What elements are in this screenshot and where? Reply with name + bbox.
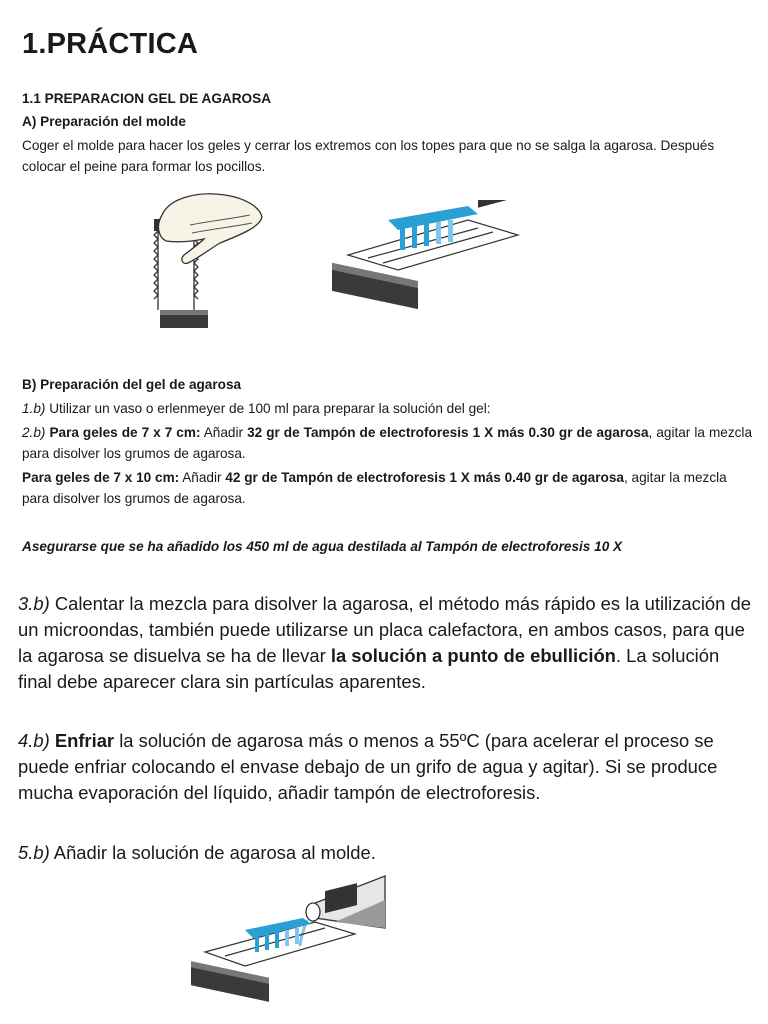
back-stopper	[478, 200, 518, 208]
section-heading: 1.1 PREPARACION GEL DE AGAROSA	[22, 91, 272, 106]
step-2b: 2.b) Para geles de 7 x 7 cm: Añadir 32 gr de Tampón de electroforesis 1 X más 0.30 gr de agarosa, agitar la mezcla para disolver los grumos de agarosa.	[22, 425, 752, 461]
part-a-heading: A) Preparación del molde	[22, 114, 186, 129]
step-4b: 4.b) Enfriar la solución de agarosa más o menos a 55ºC (para acelerar el proceso se puede enfriar colocando el envase debajo de un grifo de agua y agitar). Si se produce mucha evaporación del líquido, añadir tampón de electroforesis.	[18, 730, 718, 803]
part-a-text: Coger el molde para hacer los geles y cerrar los extremos con los topes para que no se salga la agarosa. Después colocar el peine para formar los pocillos.	[22, 138, 715, 174]
step-2b-number: 2.b)	[22, 425, 46, 440]
page-title: 1.PRÁCTICA	[22, 28, 199, 60]
comb-blue	[388, 206, 478, 250]
step-3b: 3.b) Calentar la mezcla para disolver la agarosa, el método más rápido es la utilización de un microondas, también puede utilizarse un placa calefactora, en ambos casos, para que la agarosa se disuelva se ha de llevar la solución a punto de ebullición. La solución final debe aparecer clara sin partículas aparentes.	[18, 593, 751, 692]
step-1b	[22, 398, 752, 419]
part-b-heading: B) Preparación del gel de agarosa	[22, 377, 242, 392]
distilled-water-note: Asegurarse que se ha añadido los 450 ml de agua destilada al Tampón de electroforesis 10 X	[22, 539, 623, 554]
step-1b-number: 1.b)	[22, 401, 46, 416]
step-1b-text: Utilizar un vaso o erlenmeyer de 100 ml para preparar la solución del gel:	[45, 401, 491, 416]
mold-comb-illustration	[328, 200, 528, 320]
hand-glove	[159, 194, 262, 264]
step-2b-second: Para geles de 7 x 10 cm: Añadir 42 gr de Tampón de electroforesis 1 X más 0.40 gr de agarosa, agitar la mezcla para disolver los grumos de agarosa.	[22, 470, 727, 506]
pouring-illustration	[185, 870, 395, 1005]
step-5b: 5.b) Añadir la solución de agarosa al molde.	[18, 842, 376, 863]
hand-mold-illustration	[140, 185, 275, 335]
